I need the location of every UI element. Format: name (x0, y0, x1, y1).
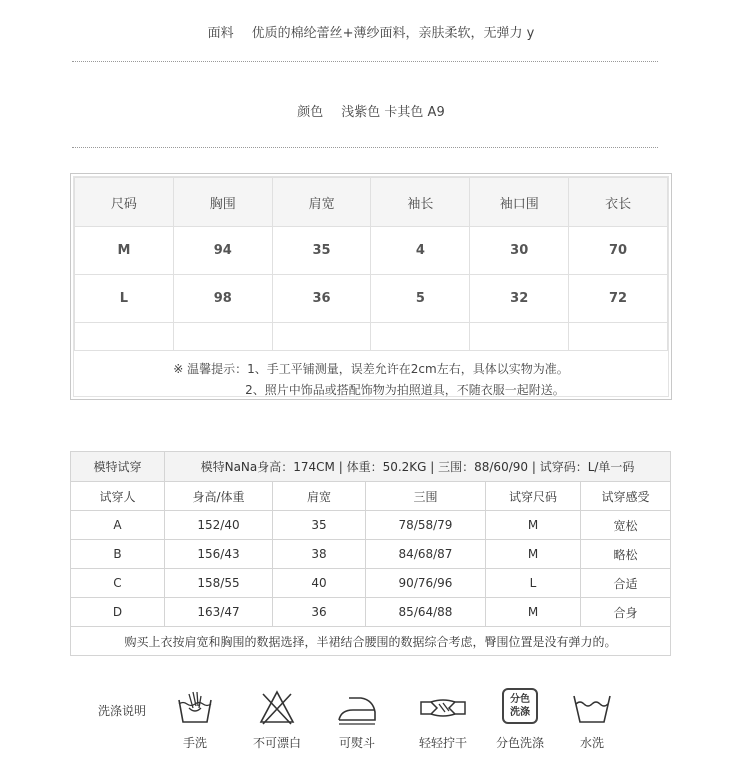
model-cell: 152/40 (165, 511, 273, 540)
model-cell: 略松 (581, 540, 671, 569)
size-cell: 94 (173, 227, 272, 275)
hand-wash-icon (175, 688, 215, 728)
separate-wash-icon (502, 688, 538, 724)
model-cell: 38 (273, 540, 366, 569)
wash-label: 洗涤说明 (98, 704, 147, 718)
size-header-cell: 袖口围 (470, 178, 569, 227)
model-cell: 158/55 (165, 569, 273, 598)
model-cell: M (486, 540, 581, 569)
wash-item (155, 688, 235, 751)
model-cell: 163/47 (165, 598, 273, 627)
separate-wash-badge-line: 分色 (510, 694, 530, 705)
model-table-title-row (71, 452, 671, 482)
no-bleach-icon (257, 688, 297, 728)
model-cell: D (71, 598, 165, 627)
wash-item (480, 688, 560, 751)
size-cell: 98 (173, 275, 272, 323)
model-cell: 78/58/79 (366, 511, 486, 540)
size-note-line: 2、照片中饰品或搭配饰物为拍照道具，不随衣服一起附送。 (245, 383, 565, 397)
model-cell: 90/76/96 (366, 569, 486, 598)
model-header-cell: 三围 (366, 482, 486, 511)
size-cell: 36 (272, 275, 371, 323)
water-wash-icon (570, 688, 614, 728)
model-cell: A (71, 511, 165, 540)
size-table-header (75, 178, 668, 227)
wash-caption: 轻轻拧干 (418, 736, 467, 750)
model-table-title: 模特试穿 (71, 452, 165, 482)
table-row (71, 569, 671, 598)
size-table (74, 177, 668, 351)
size-cell: L (75, 275, 174, 323)
size-note (74, 351, 668, 401)
separate-wash-badge-line: 洗涤 (510, 707, 530, 718)
model-cell: L (486, 569, 581, 598)
size-header-cell: 衣长 (569, 178, 668, 227)
color-line (0, 101, 742, 120)
size-header-cell: 尺码 (75, 178, 174, 227)
model-cell: M (486, 598, 581, 627)
table-row (71, 540, 671, 569)
table-row (75, 227, 668, 275)
wash-item (403, 688, 483, 751)
model-table-footer: 购买上衣按肩宽和胸围的数据选择，半裙结合腰围的数据综合考虑，臀围位置是没有弹力的。 (71, 627, 671, 656)
wash-caption: 可熨斗 (338, 736, 375, 750)
model-table-header (71, 482, 671, 511)
table-row (71, 598, 671, 627)
model-header-cell: 试穿人 (71, 482, 165, 511)
wash-item (317, 688, 397, 751)
fabric-line (0, 22, 742, 41)
wash-caption: 不可漂白 (252, 736, 301, 750)
fabric-value: 优质的棉纶蕾丝+薄纱面料，亲肤柔软，无弹力 y (251, 26, 535, 41)
iron-icon (335, 688, 379, 728)
dotted-divider (72, 61, 658, 62)
table-row (71, 511, 671, 540)
model-fit-table (70, 451, 671, 656)
size-chart (70, 173, 672, 400)
size-header-cell: 袖长 (371, 178, 470, 227)
model-cell: 36 (273, 598, 366, 627)
dotted-divider (72, 147, 658, 148)
size-header-cell: 胸围 (173, 178, 272, 227)
wash-item (237, 688, 317, 751)
color-label: 颜色 (297, 105, 324, 120)
model-cell: 84/68/87 (366, 540, 486, 569)
color-value: 浅紫色 卡其色 A9 (341, 105, 445, 120)
model-header-cell: 试穿尺码 (486, 482, 581, 511)
size-cell: 4 (371, 227, 470, 275)
model-cell: 40 (273, 569, 366, 598)
size-cell: 30 (470, 227, 569, 275)
size-cell: 70 (569, 227, 668, 275)
size-header-cell: 肩宽 (272, 178, 371, 227)
model-header-cell: 身高/体重 (165, 482, 273, 511)
model-info: 模特NaNa身高：174CM | 体重：50.2KG | 三围：88/60/90 | 试穿码：L/单一码 (165, 452, 671, 482)
size-note-line: ※ 温馨提示：1、手工平铺测量，误差允许在2cm左右，具体以实物为准。 (173, 362, 569, 376)
model-cell: 156/43 (165, 540, 273, 569)
size-cell: M (75, 227, 174, 275)
wash-caption: 分色洗涤 (495, 736, 544, 750)
size-cell: 5 (371, 275, 470, 323)
fabric-label: 面料 (207, 26, 234, 41)
wash-caption: 水洗 (579, 736, 604, 750)
wash-item (552, 688, 632, 751)
size-cell: 72 (569, 275, 668, 323)
size-cell: 35 (272, 227, 371, 275)
model-cell: 35 (273, 511, 366, 540)
model-header-cell: 试穿感受 (581, 482, 671, 511)
table-row (75, 275, 668, 323)
model-cell: M (486, 511, 581, 540)
model-cell: C (71, 569, 165, 598)
model-cell: 宽松 (581, 511, 671, 540)
gentle-wring-icon (418, 688, 468, 728)
model-cell: 合适 (581, 569, 671, 598)
wash-caption: 手洗 (182, 736, 207, 750)
model-table-footer-row (71, 627, 671, 656)
size-cell: 32 (470, 275, 569, 323)
model-cell: 85/64/88 (366, 598, 486, 627)
table-row-empty (75, 323, 668, 351)
model-header-cell: 肩宽 (273, 482, 366, 511)
model-cell: 合身 (581, 598, 671, 627)
model-cell: B (71, 540, 165, 569)
